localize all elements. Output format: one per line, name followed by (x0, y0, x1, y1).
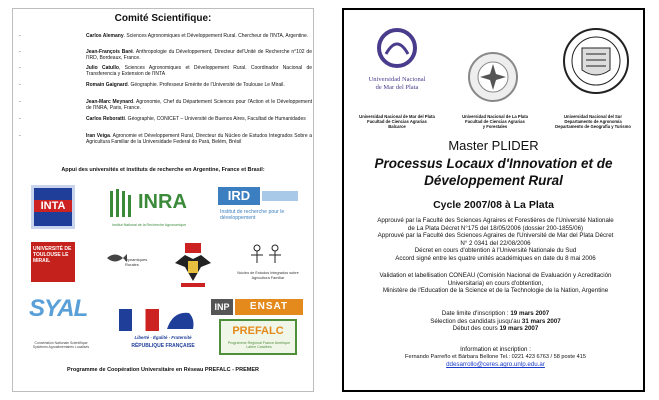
flag-block (119, 309, 159, 331)
ird-stripe (262, 191, 298, 201)
member-item (19, 33, 309, 45)
bottom-caption: Programme de Coopération Universitaire en Réseau PREFALC - PREMER (67, 367, 259, 373)
fish-icon (105, 251, 127, 265)
deadline-line: Date limite d'inscription : 19 mars 2007 (441, 310, 550, 317)
member-name: Jean-François Baré (86, 49, 133, 55)
marianne-icon (163, 309, 199, 331)
master-heading: Master PLIDER (448, 138, 539, 153)
member-desc: . Géographie. Professeur Emérite de l'Université de Toulouse Le Mirail. (127, 82, 285, 88)
member-name: Julio Catullo (86, 65, 119, 71)
member-desc: . Géographie, CONICET – Université de Buenos Aires, Facultad de Humanidades (124, 116, 306, 122)
bullet-dash: - (19, 33, 21, 39)
inra-leaf-icon (108, 187, 136, 221)
inp-ensat-logo: INP ENSAT (211, 299, 303, 315)
member-name: Jean-Marc Meynard (86, 99, 134, 105)
bullet-dash: - (19, 116, 21, 122)
member-desc: . Anthropologie du Développement, Directeur del'Unité de Recherche n°102 de l'IRD, Bordeaux, France. (86, 49, 312, 61)
unmdp-logo: Universidad Nacional de Mar del Plata (362, 24, 432, 104)
eagle-crest-icon (173, 241, 213, 289)
neaf-logo: Núcleo de Estudos Integrados sobre Agricultura Familiar (233, 243, 303, 289)
cycle-heading: Cycle 2007/08 à La Plata (433, 199, 554, 211)
email-link[interactable]: ddesarrollo@ceres.agro.unlp.edu.ar (446, 361, 545, 368)
university-crest-logo (173, 241, 213, 289)
member-desc: . Sciences Agronomiques et Développement Rural. Chercheur de l'INTA, Argentine. (123, 33, 309, 39)
member-name: Iran Veiga (86, 133, 110, 139)
contact-block (354, 346, 637, 369)
right-page (342, 8, 645, 392)
left-page (12, 8, 314, 392)
unlp-logo (466, 50, 520, 104)
info-title: Information et inscription : (460, 346, 531, 353)
bullet-dash: - (19, 99, 21, 105)
bullet-dash: - (19, 82, 21, 88)
univ-caption: Universidad Nacional de La Plata Facultad de Ciencias Agrarias y Forestales (462, 114, 528, 129)
member-desc: . Agronomie, Chef du Département Sciences pour l'Action et le Développement de l'INRA, Paris, France. (86, 99, 312, 111)
bullet-dash: - (19, 49, 21, 55)
committee-title: Comité Scientifique: (114, 13, 212, 24)
contact-line: Fernando Parreño et Bárbara Bellone Tel.: 0221 423 6763 / 58 poste 415 (405, 353, 586, 360)
univ-caption: Universidad Nacional del Sur Departamento de Agronomía Departamento de Geografía y Turismo (555, 114, 631, 129)
toulouse-logo: UNIVERSITÉ DE TOULOUSE LE MIRAIL (31, 242, 75, 282)
validation-block: Validation et labellisation CONEAU (Comisión Nacional de Evaluación y Acreditación Universitaria) en cours d'obtention, Ministère de l'Education de la Science et de la Technologie de la Nation, Argentine (379, 272, 612, 294)
dates-block (354, 310, 637, 333)
inta-logo: INTA (31, 185, 75, 229)
bullet-dash: - (19, 133, 21, 139)
approval-block: Approuvé par la Faculté des Sciences Agraires et Forestières de l'Université Nationale de La Plata Décret N°175 del 18/05/2006 (dossier 200-1855/06) Approuvé par la Faculté des Sciences Agraires de l'Université de Mar del Plata Décret N° 2 0341 del 22/08/2006 Décret en cours d'obtention à l'Université Nationale du Sud Accord signé entre les quatre unités académiques en date du 8 mai 2006 (377, 217, 614, 262)
republique-logo: Liberté · Égalité · Fraternité RÉPUBLIQUE FRANÇAISE (119, 309, 207, 355)
dynamiques-rurales-logo: Dynamiques Rurales (105, 251, 151, 275)
family-icon (247, 243, 287, 269)
program-title-line1: Processus Locaux d'Innovation et de (374, 156, 613, 171)
start-line: Début des cours 19 mars 2007 (452, 325, 539, 332)
program-title-line2: Développement Rural (424, 173, 563, 188)
prefalc-logo: PREFALC Programme Régional France Amérique Latine Caraïbes (219, 319, 297, 355)
selection-line: Sélection des candidats jusqu'au 31 mars 2007 (430, 317, 561, 325)
ird-logo: IRD Institut de recherche pour le développement (218, 187, 300, 229)
bullet-dash: - (19, 65, 21, 71)
inra-logo: INRA Institut National de la Recherche Agronomique (108, 185, 198, 233)
member-name: Romain Gaignard (86, 82, 128, 88)
member-desc: . Agronomie et Développement Rural, Directeur du Núcleo de Estudos Integrados Sobre a Agricultura Familiar de la Universidade Federal do Pará, Belém, Brésil (86, 133, 313, 145)
uns-seal-icon (562, 18, 630, 104)
univ-caption: Universidad Nacional de Mar del Plata Facultad de Ciencias Agrarias Balcarce (359, 114, 435, 129)
member-desc: , Sciences Agronomiques et Développement Rural. Coordinador Nacional de Transferencia y Extension de l'INTA (86, 65, 313, 77)
support-title: Appui des universités et instituts de recherche en Argentine, France et Brasil: (61, 167, 265, 173)
member-name: Carlos Alemany (86, 33, 124, 39)
uns-logo (562, 18, 630, 104)
syal-logo: SYAL Concertation Nationale Scientifique Systèmes Agroalimentaires Localisés (29, 295, 90, 349)
unlp-seal-icon (466, 50, 520, 104)
unmdp-emblem-icon (362, 24, 432, 76)
member-name: Carlos Reboratti (86, 116, 125, 122)
